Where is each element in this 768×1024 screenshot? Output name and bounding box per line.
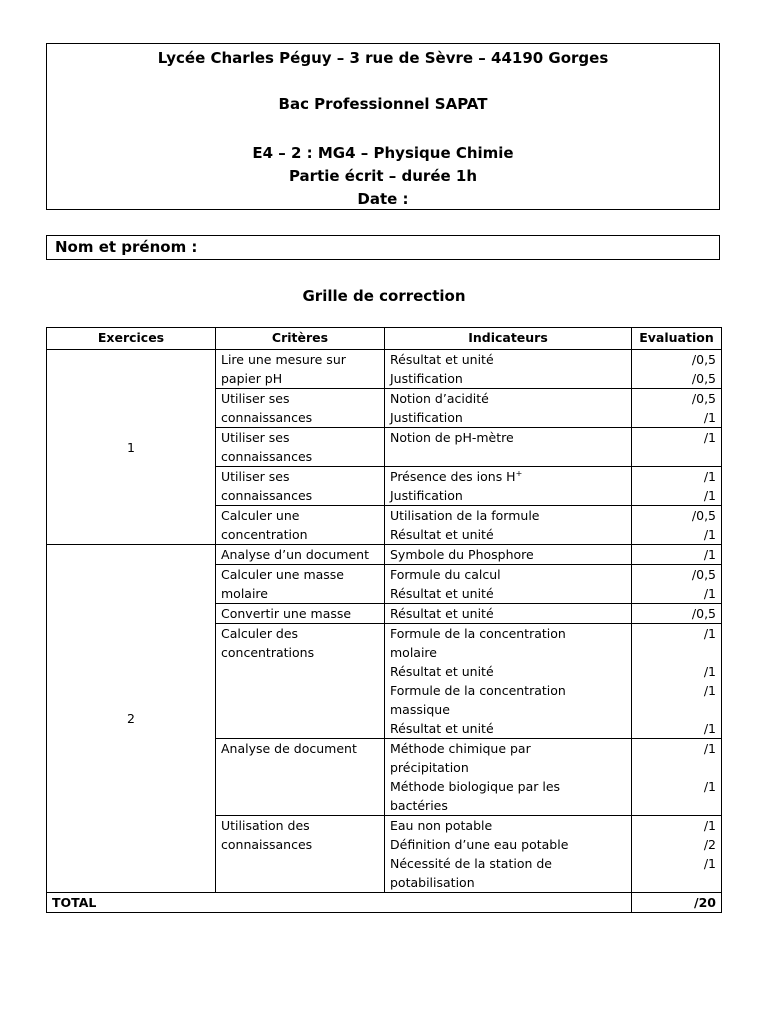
criteria-cell: Calculer des concentrations	[216, 624, 385, 739]
header-indicateurs: Indicateurs	[385, 328, 632, 350]
indicator-cell: Notion de pH-mètre	[385, 428, 632, 467]
indicator-cell: Utilisation de la formule Résultat et unité	[385, 506, 632, 545]
evaluation-cell: /0,5	[632, 604, 722, 624]
indicator-cell: Eau non potable Définition d’une eau potable Nécessité de la station de potabilisation	[385, 816, 632, 893]
criteria-cell: Calculer une masse molaire	[216, 565, 385, 604]
criteria-cell: Analyse de document	[216, 739, 385, 816]
exam-line: E4 – 2 : MG4 – Physique Chimie	[252, 144, 514, 162]
criteria-cell: Utiliser ses connaissances	[216, 428, 385, 467]
criteria-cell: Utiliser ses connaissances	[216, 389, 385, 428]
total-row	[47, 893, 722, 913]
indicator-cell: Résultat et unité Justification	[385, 350, 632, 389]
criteria-cell: Utilisation des connaissances	[216, 816, 385, 893]
criteria-cell: Convertir une masse	[216, 604, 385, 624]
indicator-cell: Présence des ions H+ Justification	[385, 467, 632, 506]
evaluation-cell: /0,5 /1	[632, 389, 722, 428]
evaluation-cell: /0,5 /0,5	[632, 350, 722, 389]
evaluation-cell: /1 /1	[632, 467, 722, 506]
evaluation-cell: /1 /2 /1	[632, 816, 722, 893]
indicator-cell: Méthode chimique par précipitation Méthode biologique par les bactéries	[385, 739, 632, 816]
exercise-number: 2	[47, 545, 216, 893]
diploma-line: Bac Professionnel SAPAT	[278, 95, 488, 113]
header-row	[47, 328, 722, 350]
total-label: TOTAL	[47, 893, 632, 913]
correction-grid	[46, 327, 722, 913]
grid-title: Grille de correction	[302, 287, 466, 305]
indicator-cell: Résultat et unité	[385, 604, 632, 624]
total-value: /20	[632, 893, 722, 913]
indicator-cell: Formule du calcul Résultat et unité	[385, 565, 632, 604]
indicator-cell: Symbole du Phosphore	[385, 545, 632, 565]
criteria-cell: Calculer une concentration	[216, 506, 385, 545]
exercise-number: 1	[47, 350, 216, 545]
evaluation-cell: /0,5 /1	[632, 506, 722, 545]
charge-superscript: +	[515, 468, 523, 478]
evaluation-cell: /1	[632, 428, 722, 467]
part-line: Partie écrit – durée 1h	[288, 167, 478, 185]
criteria-cell: Lire une mesure sur papier pH	[216, 350, 385, 389]
evaluation-cell: /1 /1	[632, 739, 722, 816]
table-row	[47, 350, 722, 389]
evaluation-cell: /1 /1 /1 /1	[632, 624, 722, 739]
indicator-cell: Formule de la concentration molaire Résultat et unité Formule de la concentration massique Résultat et unité	[385, 624, 632, 739]
header-exercices: Exercices	[47, 328, 216, 350]
school-line: Lycée Charles Péguy – 3 rue de Sèvre – 44190 Gorges	[157, 49, 609, 67]
name-field: Nom et prénom :	[46, 235, 720, 260]
header-criteres: Critères	[216, 328, 385, 350]
date-line: Date :	[357, 190, 409, 208]
header-evaluation: Evaluation	[632, 328, 722, 350]
criteria-cell: Analyse d’un document	[216, 545, 385, 565]
evaluation-cell: /1	[632, 545, 722, 565]
evaluation-cell: /0,5 /1	[632, 565, 722, 604]
table-row	[47, 545, 722, 565]
indicator-cell: Notion d’acidité Justification	[385, 389, 632, 428]
criteria-cell: Utiliser ses connaissances	[216, 467, 385, 506]
exam-header	[46, 43, 720, 210]
